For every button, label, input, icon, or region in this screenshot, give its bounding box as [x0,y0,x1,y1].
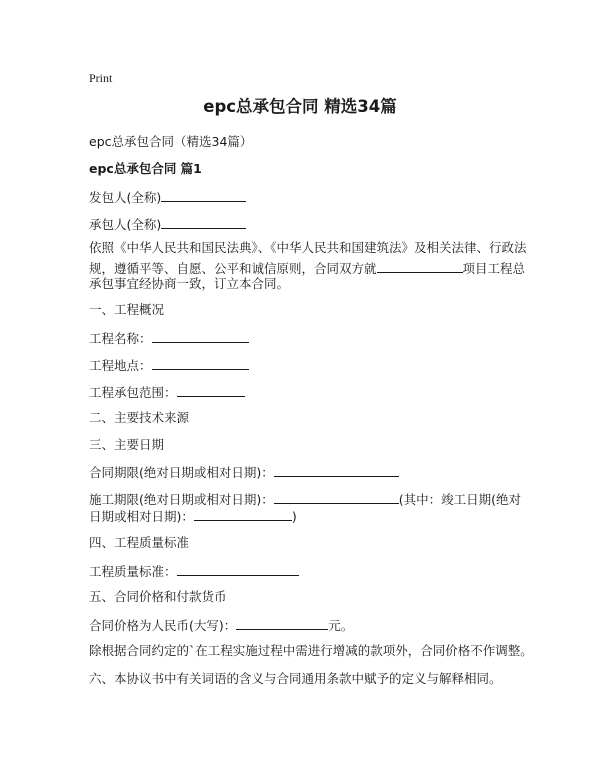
completion-date-label: 日期或相对日期)： [89,509,194,524]
project-location-field [89,356,249,374]
project-name-field [89,329,249,347]
intro-line-3: 承包事宜经协商一致，订立本合同。 [89,276,290,291]
contract-price-unit: 元。 [328,618,354,633]
project-blank [377,259,463,273]
contractor-blank [161,215,246,229]
employer-label: 发包人(全称) [89,190,162,205]
section-3-heading: 三、主要日期 [89,437,165,452]
section-2-heading: 二、主要技术来源 [89,410,190,425]
contractor-label: 承包人(全称) [89,217,162,232]
completion-date-field [89,507,297,525]
project-scope-label: 工程承包范围： [89,385,177,400]
quality-standard-blank [177,562,299,576]
construction-period-field [89,490,521,508]
section-6-heading: 六、本协议书中有关词语的含义与合同通用条款中赋予的定义与解释相同。 [89,671,502,686]
price-adjustment-note: 除根据合同约定的`在工程实施过程中需进行增减的款项外，合同价格不作调整。 [89,643,533,658]
contract-period-label: 合同期限(绝对日期或相对日期)： [89,465,274,480]
contract-price-label: 合同价格为人民币(大写)： [89,618,237,633]
intro-line-2 [89,259,525,277]
project-scope-field [89,383,245,401]
project-location-label: 工程地点： [89,358,152,373]
completion-date-blank [194,507,292,521]
document-subtitle: epc总承包合同（精选34篇） [89,134,253,149]
intro-line-2-end: 项目工程总 [462,261,526,276]
intro-line-2-start: 规，遵循平等、自愿、公平和诚信原则，合同双方就 [89,261,377,276]
contractor-field [89,215,246,233]
completion-date-prefix: (其中：竣工日期(绝对 [398,492,522,507]
section-5-heading: 五、合同价格和付款货币 [89,589,227,604]
section-4-heading: 四、工程质量标准 [89,535,190,550]
project-scope-blank [177,383,245,397]
intro-line-1: 依照《中华人民共和国民法典》、《中华人民共和国建筑法》及相关法律、行政法 [89,240,527,255]
construction-period-label: 施工期限(绝对日期或相对日期)： [89,492,274,507]
construction-period-blank [274,490,399,504]
employer-blank [161,188,246,202]
project-name-label: 工程名称： [89,331,152,346]
project-name-blank [152,329,249,343]
section-heading: epc总承包合同 篇1 [89,161,202,176]
project-location-blank [152,356,249,370]
completion-date-suffix: ) [291,509,297,524]
contract-period-blank [274,463,399,477]
contract-price-field [89,616,353,634]
quality-standard-label: 工程质量标准： [89,564,177,579]
section-1-heading: 一、工程概况 [89,302,165,317]
quality-standard-field [89,562,299,580]
document-title: epc总承包合同 精选34篇 [203,97,397,116]
contract-period-field [89,463,399,481]
employer-field [89,188,246,206]
contract-price-blank [236,616,328,630]
print-link[interactable]: Print [89,71,113,85]
